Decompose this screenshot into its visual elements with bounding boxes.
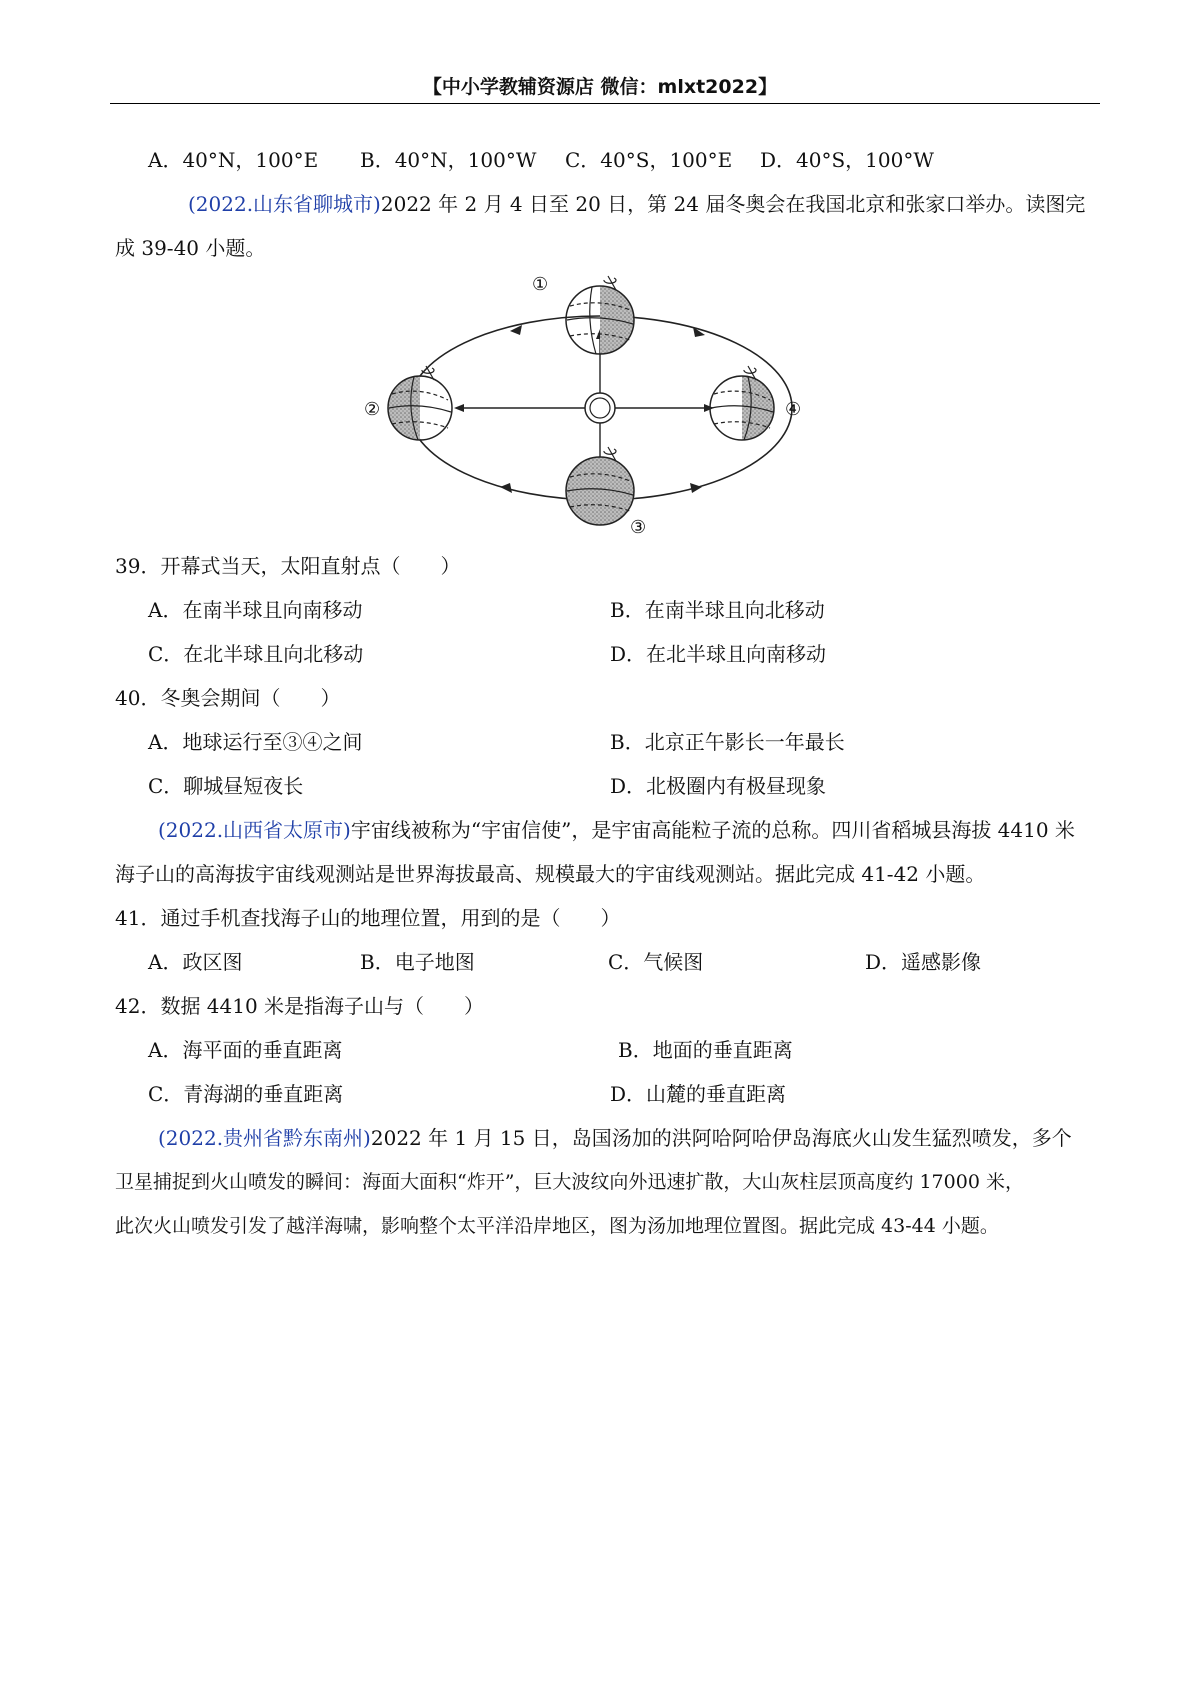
intro2-source: (2022.山西省太原市)	[158, 818, 351, 842]
label-4: ④	[785, 399, 802, 420]
q38-option-d: D．40°S，100°W	[760, 148, 934, 172]
q38-option-a: A．40°N，100°E	[148, 148, 319, 172]
intro1-line1	[188, 190, 1085, 218]
intro3-line2: 卫星捕捉到火山喷发的瞬间：海面大面积“炸开”，巨大波纹向外迅速扩散，大山灰柱层顶高度约 17000 米，	[115, 1171, 1024, 1193]
earth-position-4	[710, 366, 774, 440]
q40-option-c: C．聊城昼短夜长	[148, 774, 304, 798]
earth-position-3	[566, 447, 634, 525]
q41-option-b: B．电子地图	[360, 950, 475, 974]
intro2-line2: 海子山的高海拔宇宙线观测站是世界海拔最高、规模最大的宇宙线观测站。据此完成 41-42 小题。	[115, 862, 986, 886]
q41-stem: 41．通过手机查找海子山的地理位置，用到的是（ ）	[115, 906, 621, 930]
label-3: ③	[630, 517, 647, 538]
q42-option-b: B．地面的垂直距离	[618, 1038, 793, 1062]
intro2-line1	[158, 816, 1075, 844]
q40-option-d: D．北极圈内有极昼现象	[610, 774, 827, 798]
orbit-arrow-bottom-left	[500, 483, 512, 493]
q39-option-b: B．在南半球且向北移动	[610, 598, 825, 622]
q38-option-c: C．40°S，100°E	[565, 148, 733, 172]
sun-icon	[585, 393, 615, 423]
q42-stem: 42．数据 4410 米是指海子山与（ ）	[115, 994, 485, 1018]
intro3-line3: 此次火山喷发引发了越洋海啸，影响整个太平洋沿岸地区，图为汤加地理位置图。据此完成 43-44 小题。	[115, 1215, 999, 1237]
q40-stem: 40．冬奥会期间（ ）	[115, 686, 341, 710]
label-1: ①	[532, 274, 549, 295]
earth-orbit-figure	[364, 274, 830, 538]
q42-option-d: D．山麓的垂直距离	[610, 1082, 787, 1106]
q40-option-a: A．地球运行至③④之间	[148, 730, 363, 754]
q41-option-a: A．政区图	[148, 950, 243, 974]
q41-option-c: C．气候图	[608, 950, 704, 974]
intro1-text1: 2022 年 2 月 4 日至 20 日，第 24 届冬奥会在我国北京和张家口举办。读图完	[380, 192, 1086, 216]
label-2: ②	[364, 399, 381, 420]
q41-option-d: D．遥感影像	[865, 950, 982, 974]
q39-option-a: A．在南半球且向南移动	[148, 598, 363, 622]
q42-option-c: C．青海湖的垂直距离	[148, 1082, 344, 1106]
q40-option-b: B．北京正午影长一年最长	[610, 730, 845, 754]
intro1-source: (2022.山东省聊城市)	[188, 192, 381, 216]
intro3-line1	[158, 1124, 1072, 1152]
q39-option-c: C．在北半球且向北移动	[148, 642, 364, 666]
intro1-line2: 成 39-40 小题。	[115, 236, 266, 260]
q42-option-a: A．海平面的垂直距离	[148, 1038, 343, 1062]
q38-option-b: B．40°N，100°W	[360, 148, 537, 172]
orbit-arrow-bottom-right	[690, 483, 702, 493]
intro3-text1: 2022 年 1 月 15 日，岛国汤加的洪阿哈阿哈伊岛海底火山发生猛烈喷发，多个	[370, 1126, 1072, 1150]
q39-option-d: D．在北半球且向南移动	[610, 642, 827, 666]
arrow-to-2	[454, 404, 464, 412]
earth-position-1	[566, 276, 634, 354]
intro2-text1: 宇宙线被称为“宇宙信使”，是宇宙高能粒子流的总称。四川省稻城县海拔 4410 米	[350, 818, 1075, 842]
intro3-source: (2022.贵州省黔东南州)	[158, 1126, 371, 1150]
q39-stem: 39．开幕式当天，太阳直射点（ ）	[115, 554, 461, 578]
page-header: 【中小学教辅资源店 微信：mlxt2022】	[422, 76, 778, 98]
header-rule	[110, 103, 1100, 104]
earth-position-2	[388, 366, 452, 440]
